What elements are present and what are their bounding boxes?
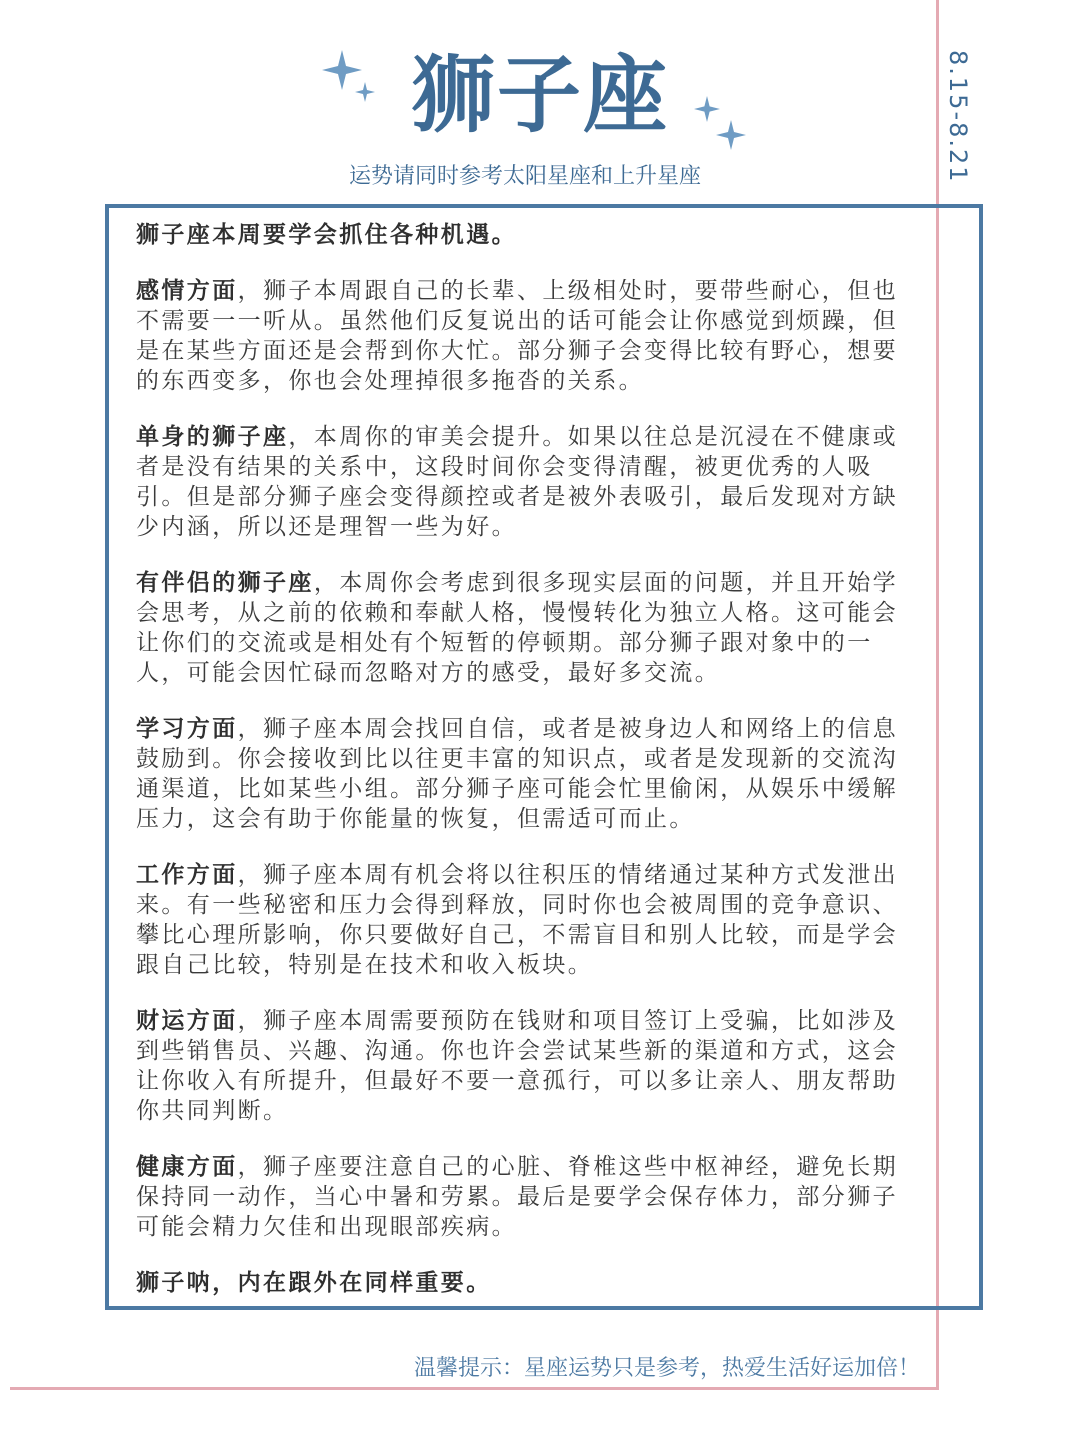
section-work (136, 860, 916, 980)
section-lead: 单身的狮子座 (136, 424, 289, 450)
page-title: 狮子座 (410, 46, 669, 144)
section-text: ，狮子座本周需要预防在钱财和项目签订上受骗，比如涉及到些销售员、兴趣、沟通。你也许会尝试某些新的渠道和方式，这会让你收入有所提升，但最好不要一意孤行，可以多让亲人、朋友帮助你共同判断。 (136, 1008, 899, 1124)
section-partnered (136, 568, 916, 688)
section-lead: 学习方面 (136, 716, 238, 742)
section-text: ，本周你会考虑到很多现实层面的问题，并且开始学会思考，从之前的依赖和奉献人格，慢慢转化为独立人格。这可能会让你们的交流或是相处有个短暂的停顿期。部分狮子跟对象中的一人，可能会因忙碌而忽略对方的感受，最好多交流。 (136, 570, 899, 686)
horoscope-content (136, 220, 916, 1324)
section-lead: 工作方面 (136, 862, 238, 888)
section-text: ，狮子本周跟自己的长辈、上级相处时，要带些耐心，但也不需要一一听从。虽然他们反复说出的话可能会让你感觉到烦躁，但是在某些方面还是会帮到你大忙。部分狮子会变得比较有野心，想要的东西变多，你也会处理掉很多拖沓的关系。 (136, 278, 899, 394)
sparkle-icon (355, 82, 375, 102)
section-study (136, 714, 916, 834)
section-text: ，狮子座本周有机会将以往积压的情绪通过某种方式发泄出来。有一些秘密和压力会得到释放，同时你也会被周围的竞争意识、攀比心理所影响，你只要做好自己，不需盲目和别人比较，而是学会跟自己比较，特别是在技术和收入板块。 (136, 862, 899, 978)
section-lead: 感情方面 (136, 278, 238, 304)
pink-border-horizontal (10, 1387, 939, 1390)
section-text: ，本周你的审美会提升。如果以往总是沉浸在不健康或者是没有结果的关系中，这段时间你会变得清醒，被更优秀的人吸引。但是部分狮子座会变得颜控或者是被外表吸引，最后发现对方缺少内涵，所以还是理智一些为好。 (136, 424, 899, 540)
section-wealth (136, 1006, 916, 1126)
sparkle-icon (716, 120, 746, 150)
footer-tip: 温馨提示：星座运势只是参考，热爱生活好运加倍！ (413, 1356, 920, 1381)
page-subtitle: 运势请同时参考太阳星座和上升星座 (348, 164, 701, 189)
section-lead: 财运方面 (136, 1008, 238, 1034)
section-lead: 健康方面 (136, 1154, 238, 1180)
headline: 狮子座本周要学会抓住各种机遇。 (136, 222, 517, 248)
date-range: 8.15-8.21 (944, 50, 972, 184)
section-text: ，狮子座要注意自己的心脏、脊椎这些中枢神经，避免长期保持同一动作，当心中暑和劳累。最后是要学会保存体力，部分狮子可能会精力欠佳和出现眼部疾病。 (136, 1154, 899, 1240)
section-health (136, 1152, 916, 1242)
section-text: ，狮子座本周会找回自信，或者是被身边人和网络上的信息鼓励到。你会接收到比以往更丰富的知识点，或者是发现新的交流沟通渠道，比如某些小组。部分狮子座可能会忙里偷闲，从娱乐中缓解压力，这会有助于你能量的恢复，但需适可而止。 (136, 716, 899, 832)
section-single (136, 422, 916, 542)
section-lead: 有伴侣的狮子座 (136, 570, 314, 596)
closing-line: 狮子呐，内在跟外在同样重要。 (136, 1270, 492, 1296)
section-love (136, 276, 916, 396)
